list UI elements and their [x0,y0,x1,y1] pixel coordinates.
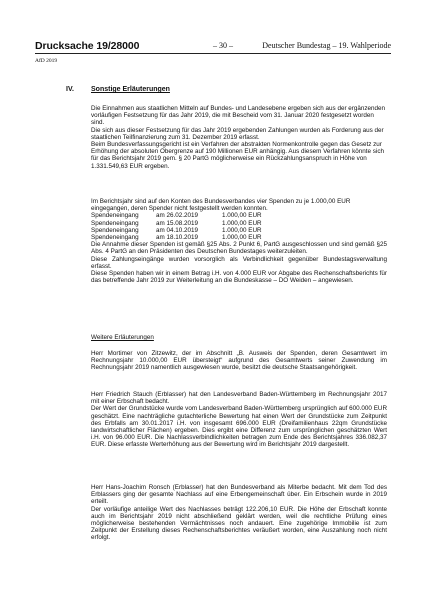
page-header [35,40,391,53]
paragraph-zitzewitz: Herr Mortimer von Zitzewitz, der im Abschnitt „B. Ausweis der Spenden, deren Gesamtwert im Rechnungsjahr 10.000,00 EUR übersteigt“ aufgrund des Gesamtwerts seiner Zuwendung im Rechnungsjahr 2019 namentlich ausgewiesen wurde, besitzt die deutsche Staatsangehörigkeit. [91,350,387,372]
paragraph-income [91,105,387,170]
header-divider [35,53,391,54]
paragraph: Diese Zahlungseingänge wurden vorsorglich als Verbindlichkeit gegenüber Bundestagsverwaltung erfasst. [91,255,387,270]
section-title: Sonstige Erläuterungen [91,86,170,93]
paragraph: Im Berichtsjahr sind auf den Konten des Bundesverbandes vier Spenden zu je 1.000,00 EUR eingegangen, deren Spender nicht festgestellt werden konnten. [91,198,351,213]
paragraph-stauch: Herr Friedrich Stauch (Erblasser) hat den Landesverband Baden-Württemberg im Rechnungsjahr 2017 mit einer Erbschaft bedacht. Der Wert der Grundstücke wurde vom Landesverband Baden-Württemberg ursprünglich auf 600.000 EUR geschätzt. Eine nachträgliche gutachterliche Bewertung hat einen Wert der Grundstücke zum Zeitpunkt des Erbfalls am 30.01.2017 i.H. von insgesamt 696.000 EUR (Dreifamilienhaus 22qm Grundstücke landwirtschaftlicher Flächen) ergeben. Dies ergibt eine Differenz zum ursprünglichen geschätzten Wert i.H. von 96.000 EUR. Die Nachlassverbindlichkeiten betragen zum Ende des Berichtsjahres 336.082,37 EUR. Diese erfasste Werterhöhung aus der Bewertung wird im Berichtsjahr 2019 dargestellt. [91,391,387,449]
page-number: – 30 – [213,41,233,50]
paragraph-donations [91,198,387,284]
donation-row: Spendeneingang am 26.02.2019 1.000,00 EUR [91,212,262,220]
subsection-title: Weitere Erläuterungen [91,334,154,341]
header-publisher: Deutscher Bundestag – 19. Wahlperiode [262,41,391,50]
paragraph: Diese Spenden haben wir in einem Betrag i.H. von 4.000 EUR vor Abgabe des Rechenschaftsberichts für das betreffende Jahr 2019 zur Weiterleitung an die Bundeskasse – DO Weiden – angewiesen. [91,270,387,285]
paragraph: Die sich aus dieser Festsetzung für das Jahr 2019 ergebenden Zahlungen wurden als Forderung aus der staatlichen Teilfinanzierung zum 31. Dezember 2019 erfasst. [91,126,384,141]
paragraph: Die Einnahmen aus staatlichen Mitteln auf Bundes- und Landesebene ergeben sich aus der ergänzenden vorläufigen Festsetzung für das Jahr 2019, die mit Bescheid vom 31. Januar 2020 festgesetzt worden sind. [91,105,386,127]
document-number: Drucksache 19/28000 [35,40,140,52]
paragraph-ronsch: Herr Hans-Joachim Ronsch (Erblasser) hat den Bundesverband als Miterbe bedacht. Mit dem Tod des Erblassers ging der gesamte Nachlass auf eine Erbengemeinschaft über. Ein Erbschein wurde in 2019 erteilt. Der vorläufige anteilige Wert des Nachlasses beträgt 122.206,10 EUR. Die Höhe der Erbschaft konnte auch im Berichtsjahr 2019 nicht abschließend geklärt werden, weil die rechtliche Prüfung eines möglicherweise bestehenden Vermächtnisses noch andauert. Eine zugehörige Immobilie ist zum Zeitpunkt der Erstellung dieses Rechenschaftsberichtes veräußert worden, eine Auszahlung noch nicht erfolgt. [91,484,387,542]
report-code: AfD 2019 [35,58,58,64]
section-number: IV. [66,86,74,93]
paragraph: Beim Bundesverfassungsgericht ist ein Verfahren der abstrakten Normenkontrolle gegen das Gesetz zur Erhöhung der absoluten Obergrenze auf 190 Millionen EUR anhängig. Aus diesem Verfahren könnte sich für das Berichtsjahr 2019 gem. § 20 PartG möglicherweise ein Rückzahlungsanspruch in Höhe von 1.331.549,63 EUR ergeben. [91,141,384,170]
donation-row: Spendeneingang am 18.10.2019 1.000,00 EUR [91,234,262,242]
donation-row: Spendeneingang am 15.08.2019 1.000,00 EUR [91,219,262,227]
donation-row: Spendeneingang am 04.10.2019 1.000,00 EUR [91,226,262,234]
paragraph: Die Annahme dieser Spenden ist gemäß §25 Abs. 2 Punkt 6, PartG ausgeschlossen und sind gemäß §25 Abs. 4 PartG an den Präsidenten des Deutschen Bundestages weiterzuleiten. [91,241,387,256]
